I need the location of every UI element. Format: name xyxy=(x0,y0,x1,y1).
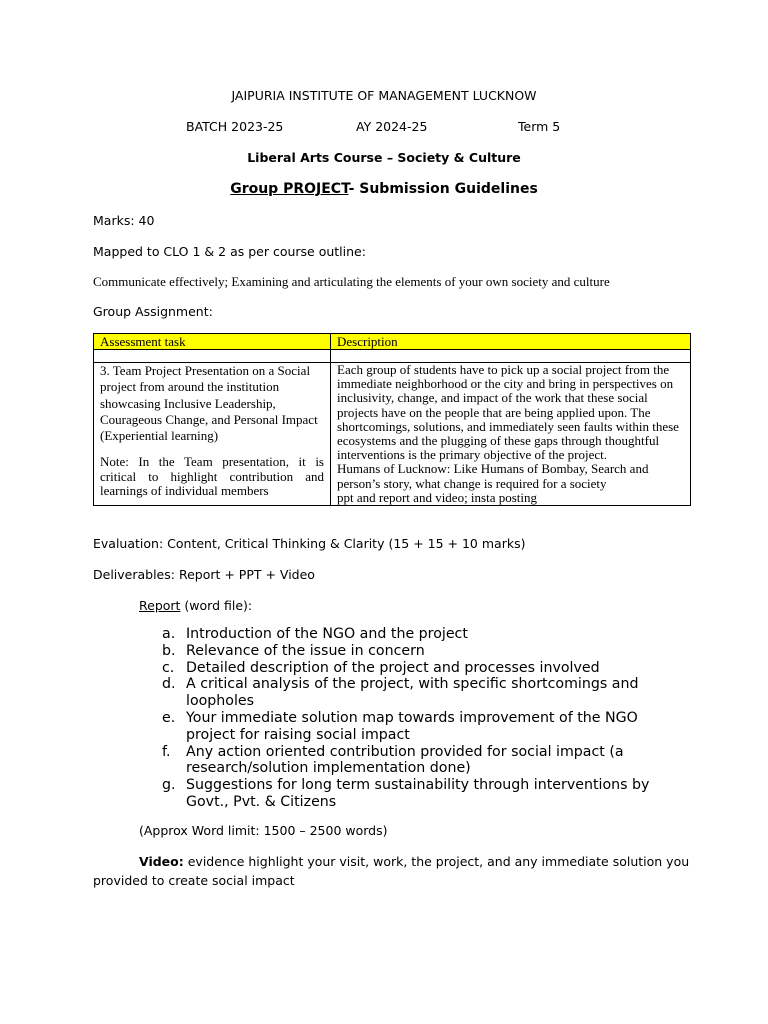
list-marker: d. xyxy=(162,676,176,693)
course-title: Liberal Arts Course – Society & Culture xyxy=(247,150,521,165)
document-title xyxy=(0,181,768,197)
list-item xyxy=(162,676,666,710)
report-heading xyxy=(139,598,252,614)
report-suffix: (word file): xyxy=(180,598,253,613)
marks-text: Marks: 40 xyxy=(93,213,155,228)
academic-year-label: AY 2024-25 xyxy=(356,119,428,134)
table-empty-cell xyxy=(331,350,691,363)
video-text: evidence highlight your visit, work, the project, and any immediate solution you xyxy=(183,854,690,869)
list-item-text: Detailed description of the project and processes involved xyxy=(186,659,600,676)
table-header-task: Assessment task xyxy=(94,334,331,350)
assessment-task-cell xyxy=(94,363,331,506)
video-paragraph-line1 xyxy=(139,854,689,870)
list-item-text: Your immediate solution map towards improvement of the NGO project for raising social impact xyxy=(186,709,638,743)
description-text: Each group of students have to pick up a social project from the immediate neighborhood or the city and bring in perspectives on inclusivity, change, and impact of the work that these social projects have on the people that are being applied upon. The shortcomings, solutions, and immediately seen faults within these ecosystems and the plugging of these gaps through thoughtful interventions is the primary objective of the project. xyxy=(337,362,679,463)
document-title-rest: - Submission Guidelines xyxy=(348,181,538,197)
list-marker: b. xyxy=(162,642,176,659)
evaluation-text: Evaluation: Content, Critical Thinking & Clarity (15 + 15 + 10 marks) xyxy=(93,536,526,551)
clo-mapping-text: Mapped to CLO 1 & 2 as per course outline: xyxy=(93,244,366,259)
list-marker: c. xyxy=(162,659,175,676)
list-marker: a. xyxy=(162,626,176,642)
assessment-task-text: 3. Team Project Presentation on a Social project from around the institution showcasing Inclusive Leadership, Courageous Change, and Personal Impact (Experiential learning) xyxy=(100,363,318,444)
table-empty-row xyxy=(94,350,691,363)
table-header-row xyxy=(94,334,691,350)
list-item-text: Relevance of the issue in concern xyxy=(186,642,425,659)
video-label: Video: xyxy=(139,854,184,869)
institute-name: JAIPURIA INSTITUTE OF MANAGEMENT LUCKNOW xyxy=(231,88,537,103)
assessment-table xyxy=(93,333,691,506)
table-row xyxy=(94,363,691,506)
assessment-task-note: Note: In the Team presentation, it is critical to highlight contribution and learnings of individual members xyxy=(100,454,324,498)
list-item xyxy=(162,642,666,660)
report-label: Report xyxy=(139,598,181,613)
list-marker: f. xyxy=(162,743,171,760)
list-item-text: Any action oriented contribution provided for social impact (a research/solution implementation done) xyxy=(186,743,624,777)
list-item xyxy=(162,626,666,643)
description-cell xyxy=(331,363,691,506)
list-marker: e. xyxy=(162,709,176,726)
communicate-text: Communicate effectively; Examining and articulating the elements of your own society and culture xyxy=(93,274,610,289)
list-item-text: Introduction of the NGO and the project xyxy=(186,626,468,642)
list-marker: g. xyxy=(162,777,176,794)
word-limit-text: (Approx Word limit: 1500 – 2500 words) xyxy=(139,823,388,838)
batch-label: BATCH 2023-25 xyxy=(186,119,284,134)
description-deliverables: ppt and report and video; insta posting xyxy=(337,489,538,505)
deliverables-text: Deliverables: Report + PPT + Video xyxy=(93,567,315,582)
table-header-description: Description xyxy=(331,334,691,350)
report-items-list xyxy=(162,626,666,811)
list-item xyxy=(162,709,666,744)
table-empty-cell xyxy=(94,350,331,363)
list-item xyxy=(162,777,666,811)
description-humans-of-lucknow: Humans of Lucknow: Like Humans of Bombay, Search and person’s story, what change is required for a society xyxy=(337,461,649,491)
list-item xyxy=(162,659,666,677)
group-assignment-label: Group Assignment: xyxy=(93,304,213,319)
document-title-underlined: Group PROJECT xyxy=(230,181,349,197)
list-item-text: Suggestions for long term sustainability through interventions by Govt., Pvt. & Citizens xyxy=(186,777,650,810)
list-item xyxy=(162,743,666,778)
list-item-text: A critical analysis of the project, with specific shortcomings and loopholes xyxy=(186,676,639,710)
video-paragraph-line2: provided to create social impact xyxy=(93,873,295,888)
term-label: Term 5 xyxy=(518,119,561,134)
